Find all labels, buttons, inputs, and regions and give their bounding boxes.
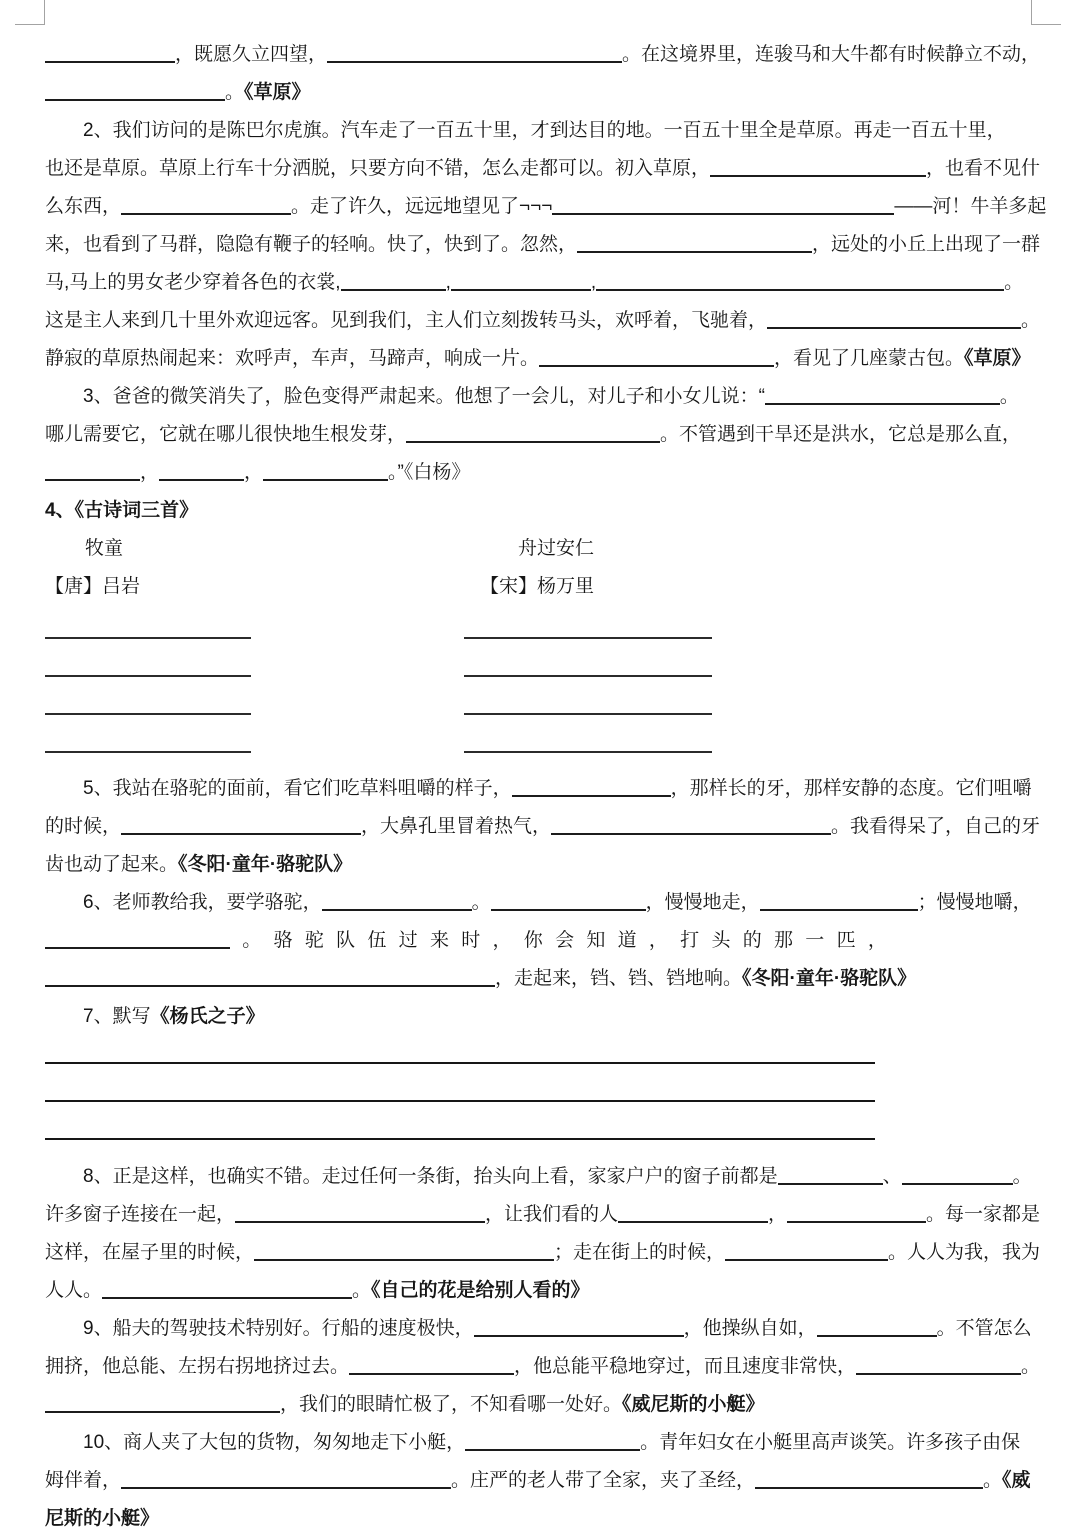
answer-blank[interactable] — [327, 47, 622, 63]
text-segment: ，大鼻孔里冒着热气， — [361, 816, 552, 837]
poem-heading: 【宋】杨万里 — [480, 576, 595, 597]
answer-blank[interactable] — [767, 313, 1021, 329]
poem-heading-row — [45, 568, 1040, 606]
answer-blank[interactable] — [254, 1245, 554, 1261]
text-segment: ， — [140, 462, 160, 483]
text-line — [45, 226, 1040, 264]
book-title: 《威 — [1002, 1470, 1031, 1491]
text-segment: 5、我站在骆驼的面前，看它们吃草料咀嚼的样子， — [83, 778, 512, 799]
text-segment: 8、正是这样，也确实不错。走过任何一条街，抬头向上看，家家户户的窗子前都是 — [83, 1166, 778, 1187]
text-line — [45, 770, 1040, 808]
text-segment: 姆伴着， — [45, 1470, 122, 1491]
text-segment: 齿也动了起来。 — [45, 854, 179, 875]
text-segment: ，慢慢地走， — [645, 892, 760, 913]
answer-blank[interactable] — [451, 275, 591, 291]
text-segment: , — [445, 272, 451, 293]
book-title: 《杨氏之子》 — [150, 1006, 265, 1027]
page-corner-mark-left — [15, 0, 45, 25]
book-title: 《冬阳·童年·骆驼队》 — [178, 854, 353, 875]
worksheet-content — [45, 36, 1047, 1538]
book-title: 《草原》 — [244, 82, 311, 103]
answer-blank[interactable] — [856, 1359, 1021, 1375]
text-line — [45, 454, 1040, 492]
answer-blank[interactable] — [787, 1207, 926, 1223]
poem-answer-row — [45, 644, 1040, 682]
answer-rule-line[interactable] — [45, 1100, 875, 1102]
text-segment: ，也看不见什 — [926, 158, 1041, 179]
text-segment: ，那样长的牙，那样安静的态度。它们咀嚼 — [670, 778, 1032, 799]
answer-blank[interactable] — [45, 933, 230, 949]
answer-blank[interactable] — [596, 275, 1004, 291]
text-segment: 也还是草原。草原上行车十分洒脱，只要方向不错，怎么走都可以。初入草原， — [45, 158, 711, 179]
answer-blank[interactable] — [121, 199, 291, 215]
answer-blank[interactable] — [765, 389, 1000, 405]
text-segment: 许多窗子连接在一起， — [45, 1204, 236, 1225]
text-segment: 哪儿需要它，它就在哪儿很快地生根发芽， — [45, 424, 407, 445]
text-segment: ，看见了几座蒙古包。 — [774, 348, 965, 369]
text-line — [45, 492, 1040, 530]
text-segment: ，他总能平稳地穿过，而且速度非常快， — [514, 1356, 857, 1377]
answer-blank[interactable] — [45, 1397, 280, 1413]
text-line — [45, 998, 1040, 1036]
text-segment: 10、商人夹了大包的货物，匆匆地走下小艇， — [83, 1432, 466, 1453]
text-segment: 9、船夫的驾驶技术特别好。行船的速度极快， — [83, 1318, 474, 1339]
answer-blank[interactable] — [577, 237, 812, 253]
answer-blank[interactable] — [322, 895, 472, 911]
answer-blank[interactable] — [349, 1359, 514, 1375]
text-segment: 。 — [983, 1470, 1003, 1491]
text-segment: ，既愿久立四望， — [175, 44, 328, 65]
text-segment: 。 — [1012, 1166, 1032, 1187]
text-line — [45, 264, 1040, 302]
text-segment: ， — [244, 462, 264, 483]
poem-heading: 舟过安仁 — [518, 538, 595, 559]
answer-blank[interactable] — [725, 1245, 888, 1261]
answer-blank[interactable] — [618, 1207, 768, 1223]
text-segment: 。人人为我，我为 — [888, 1242, 1041, 1263]
poem-answer-row — [45, 682, 1040, 720]
text-segment: 么东西， — [45, 196, 122, 217]
text-segment: 这是主人来到几十里外欢迎远客。见到我们，主人们立刻拨转马头，欢呼着，飞驰着， — [45, 310, 768, 331]
book-title: 《草原》 — [964, 348, 1031, 369]
text-segment: 。不管怎么 — [936, 1318, 1032, 1339]
text-segment: 的时候， — [45, 816, 122, 837]
text-line — [45, 846, 1040, 884]
answer-blank[interactable] — [512, 781, 671, 797]
answer-rule-row — [45, 1112, 1040, 1150]
answer-rule-line[interactable] — [45, 1138, 875, 1140]
text-segment: ，他操纵自如， — [683, 1318, 817, 1339]
book-title: 4、《古诗词三首》 — [45, 500, 199, 521]
text-line — [45, 1500, 1040, 1538]
answer-blank[interactable] — [45, 47, 175, 63]
text-segment: 。 — [1004, 272, 1024, 293]
page-corner-mark-right — [1031, 0, 1061, 25]
answer-blank[interactable] — [45, 465, 140, 481]
book-title: 《冬阳·童年·骆驼队》 — [742, 968, 917, 989]
text-segment: 来，也看到了马群，隐隐有鞭子的轻响。快了，快到了。忽然， — [45, 234, 578, 255]
text-segment: 2、我们访问的是陈巴尔虎旗。汽车走了一百五十里，才到达目的地。一百五十里全是草原。再走一百五十里， — [83, 120, 1006, 141]
text-segment: 。 — [471, 892, 491, 913]
text-segment: 这样，在屋子里的时候， — [45, 1242, 255, 1263]
text-line — [45, 1424, 1040, 1462]
text-line — [45, 1234, 1040, 1272]
text-segment: ， — [768, 1204, 788, 1225]
answer-blank[interactable] — [552, 199, 894, 215]
answer-blank[interactable] — [778, 1169, 883, 1185]
answer-blank[interactable] — [474, 1321, 684, 1337]
text-line — [45, 922, 1040, 960]
text-line — [45, 1386, 1040, 1424]
text-line — [45, 74, 1040, 112]
poem-answer-row — [45, 606, 1040, 644]
text-line — [45, 1272, 1040, 1310]
text-segment: ，走起来，铛、铛、铛地响。 — [495, 968, 743, 989]
poem-answer-line[interactable] — [45, 751, 251, 753]
answer-blank[interactable] — [235, 1207, 485, 1223]
text-segment: 。青年妇女在小艇里高声谈笑。许多孩子由保 — [640, 1432, 1021, 1453]
text-segment: 。我看得呆了，自己的牙 — [831, 816, 1041, 837]
text-line — [45, 1196, 1040, 1234]
poem-answer-line[interactable] — [464, 713, 712, 715]
answer-blank[interactable] — [760, 895, 918, 911]
text-segment: 。 — [225, 82, 245, 103]
answer-blank[interactable] — [491, 895, 646, 911]
poem-answer-line[interactable] — [464, 637, 712, 639]
text-segment: 。走了许久，远远地望见了¬¬¬ — [291, 196, 553, 217]
answer-blank[interactable] — [121, 1473, 451, 1489]
answer-blank[interactable] — [121, 819, 361, 835]
text-line — [45, 1158, 1040, 1196]
text-segment: 《白杨》 — [403, 462, 471, 483]
text-segment: 。不管遇到干旱还是洪水，它总是那么直， — [660, 424, 1022, 445]
text-segment: 3、爸爸的微笑消失了，脸色变得严肃起来。他想了一会儿，对儿子和小女儿说：“ — [83, 386, 765, 407]
text-segment: 静寂的草原热闹起来：欢呼声，车声，马蹄声，响成一片。 — [45, 348, 540, 369]
text-segment: 人人。 — [45, 1280, 103, 1301]
text-segment: 拥挤，他总能、左拐右拐地挤过去。 — [45, 1356, 350, 1377]
answer-blank[interactable] — [817, 1321, 937, 1337]
text-segment: 马,马上的男女老少穿着各色的衣裳, — [45, 272, 341, 293]
poem-heading: 牧童 — [85, 538, 124, 559]
poem-answer-line[interactable] — [45, 713, 251, 715]
text-segment: ；慢慢地嚼， — [917, 892, 1032, 913]
answer-blank[interactable] — [539, 351, 774, 367]
text-line — [45, 36, 1040, 74]
text-line — [45, 378, 1040, 416]
text-segment: 7、默写 — [83, 1006, 151, 1027]
answer-blank[interactable] — [755, 1473, 983, 1489]
answer-blank[interactable] — [710, 161, 926, 177]
text-line — [45, 808, 1040, 846]
poem-answer-row — [45, 720, 1040, 758]
text-segment: 。 — [352, 1280, 372, 1301]
text-segment: ，我们的眼睛忙极了，不知看哪一处好。 — [280, 1394, 623, 1415]
poem-heading-row — [45, 530, 1040, 568]
book-title: 《威尼斯的小艇》 — [622, 1394, 765, 1415]
text-segment: 。 — [999, 386, 1019, 407]
answer-blank[interactable] — [551, 819, 831, 835]
text-segment: 。 — [1021, 1356, 1041, 1377]
text-segment: 、 — [882, 1166, 902, 1187]
poem-answer-line[interactable] — [45, 675, 251, 677]
poem-answer-line[interactable] — [464, 675, 712, 677]
text-line — [45, 416, 1040, 454]
text-line — [45, 340, 1040, 378]
text-segment: ——河！牛羊多起 — [894, 196, 1047, 217]
poem-answer-line[interactable] — [464, 751, 712, 753]
answer-blank[interactable] — [45, 971, 495, 987]
text-segment: 。在这境界里，连骏马和大牛都有时候静立不动， — [622, 44, 1041, 65]
text-line — [45, 1462, 1040, 1500]
text-segment: 。 — [1021, 310, 1041, 331]
answer-blank[interactable] — [263, 465, 388, 481]
text-segment: 。庄严的老人带了全家，夹了圣经， — [451, 1470, 756, 1491]
text-line — [45, 302, 1040, 340]
answer-blank[interactable] — [406, 427, 660, 443]
answer-blank[interactable] — [341, 275, 446, 291]
answer-rule-row — [45, 1074, 1040, 1112]
text-line — [45, 112, 1040, 150]
text-segment: ，远处的小丘上出现了一群 — [812, 234, 1041, 255]
answer-rule-row — [45, 1036, 1040, 1074]
text-line — [45, 884, 1040, 922]
poem-answer-line[interactable] — [45, 637, 251, 639]
answer-blank[interactable] — [45, 85, 225, 101]
text-line — [45, 150, 1040, 188]
text-segment: , — [590, 272, 597, 293]
answer-blank[interactable] — [159, 465, 244, 481]
text-line — [45, 960, 1040, 998]
text-line — [45, 1348, 1040, 1386]
answer-rule-line[interactable] — [45, 1062, 875, 1064]
book-title: 《自己的花是给别人看的》 — [371, 1280, 590, 1301]
text-segment: 。每一家都是 — [926, 1204, 1041, 1225]
text-segment: ，让我们看的人 — [485, 1204, 619, 1225]
answer-blank[interactable] — [902, 1169, 1013, 1185]
answer-blank[interactable] — [102, 1283, 352, 1299]
book-title: 尼斯的小艇》 — [45, 1508, 160, 1529]
text-line — [45, 188, 1047, 226]
answer-blank[interactable] — [465, 1435, 640, 1451]
poem-heading: 【唐】吕岩 — [45, 576, 141, 597]
text-segment: ；走在街上的时候， — [554, 1242, 726, 1263]
text-segment: 。 骆 驼 队 伍 过 来 时 ， 你 会 知 道 ， 打 头 的 那 一 匹 ， — [230, 930, 887, 951]
text-segment: 。” — [388, 462, 404, 483]
text-line — [45, 1310, 1040, 1348]
text-segment: 6、老师教给我，要学骆驼， — [83, 892, 322, 913]
